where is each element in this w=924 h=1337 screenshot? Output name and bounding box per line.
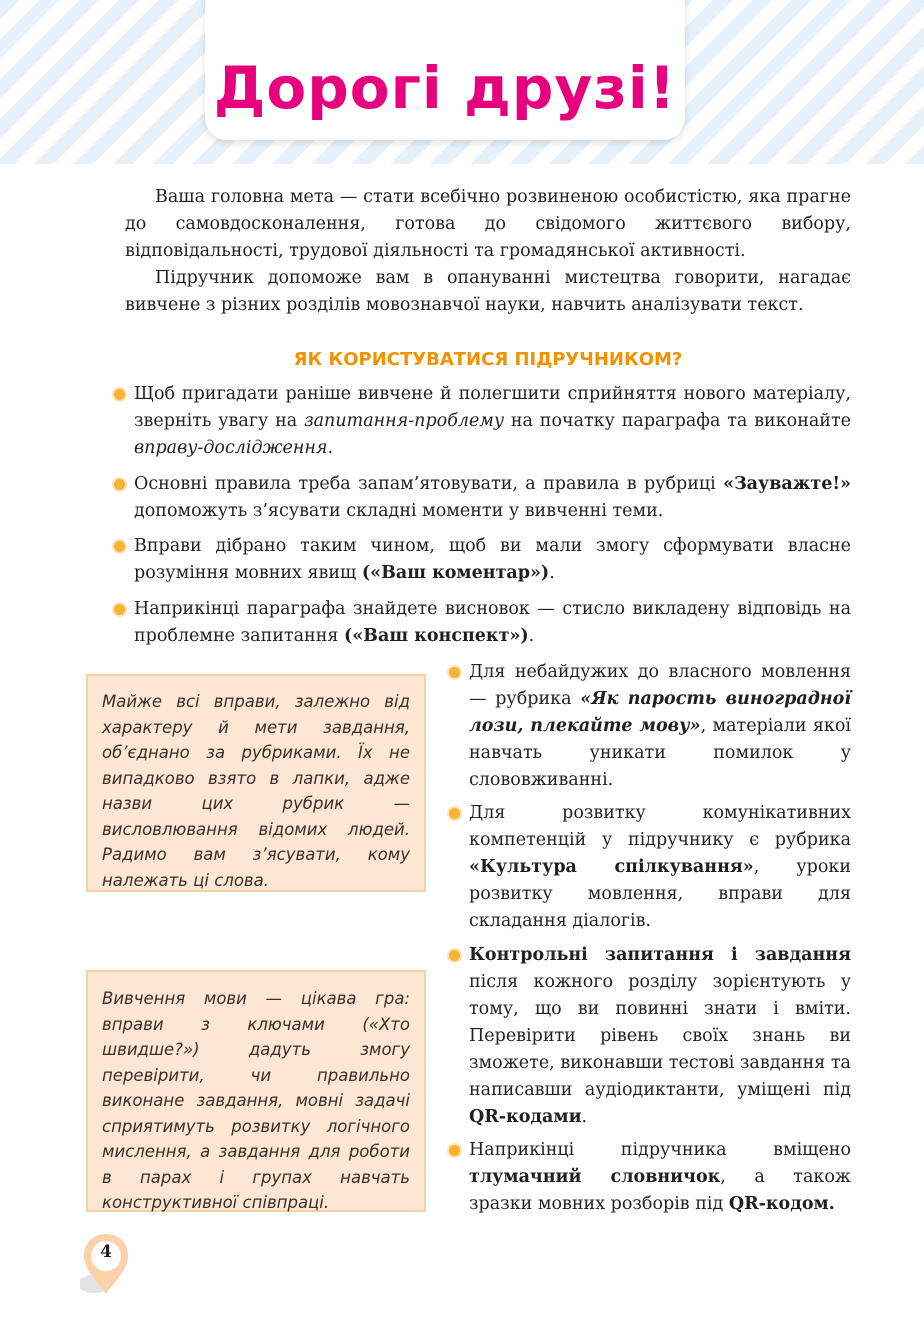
list-item: Щоб пригадати раніше вивчене й полегшити сприйняття нового матеріалу, зверніть увагу на запитання-проблему на початку параграфа та виконайте вправу-дослідження. — [134, 381, 851, 462]
bullet-icon — [449, 1145, 460, 1156]
bullet-icon — [449, 667, 460, 678]
list-item: Для розвитку комунікативних компетенцій у підручнику є рубрика «Культура спілкування», уроки розвитку мовлення, вправи для складання діалогів. — [469, 800, 851, 935]
bullet-icon — [114, 541, 125, 552]
list-item: Контрольні запитання і завдання після кожного розділу зорієнтують у тому, що ви повинні знати і вміти. Перевірити рівень своїх знань ви зможете, виконавши тестові завдання та написавши аудіодиктанти, уміщені під QR-кодами. — [469, 942, 851, 1131]
bullet-icon — [449, 808, 460, 819]
list-item: Для небайдужих до власного мовлення — рубрика «Як парость виноградної лози, плекайте мову», матеріали якої навчать уникати помилок у слововживанні. — [469, 659, 851, 794]
list-item: Наприкінці параграфа знайдете висновок — стисло викладену відповідь на проблемне запитання («Ваш конспект»). — [134, 596, 851, 650]
bullet-icon — [449, 950, 460, 961]
list-item: Вправи дібрано таким чином, щоб ви мали змогу сформувати власне розуміння мовних явищ («Ваш коментар»). — [134, 533, 851, 587]
section-heading: ЯК КОРИСТУВАТИСЯ ПІДРУЧНИКОМ? — [293, 349, 683, 370]
note-box-language-game: Вивчення мови — цікава гра: вправи з ключами («Хто швидше?») дадуть змогу перевірити, чи правильно виконане завдання, мовні задачі сприятимуть розвитку логічного мислення, а завдання для роботи в парах і групах навчать конструктивної співпраці. — [86, 970, 426, 1212]
bullet-icon — [114, 479, 125, 490]
list-item: Наприкінці підручника вміщено тлумачний словничок, а також зразки мовних розборів під QR-кодом. — [469, 1137, 851, 1218]
intro-paragraph-2: Підручник допоможе вам в опануванні мистецтва говорити, нагадає вивчене з різних розділів мовознавчої науки, навчить аналізувати текст. — [125, 268, 851, 315]
bullet-icon — [114, 389, 125, 400]
note-box-rubrics: Майже всі вправи, залежно від характеру й мети завдання, об’єднано за рубриками. Їх не випадково взято в лапки, адже назви цих рубрик — висловлювання відомих людей. Радимо вам з’ясувати, кому належать ці слова. — [86, 674, 426, 892]
page-badge-icon — [80, 1230, 132, 1300]
page-number: 4 — [100, 1242, 112, 1262]
list-item: Основні правила треба запам’ятовувати, а правила в рубриці «Зауважте!» допоможуть з’ясувати складні моменти у вивченні теми. — [134, 471, 851, 525]
page-title: Дорогі друзі! — [213, 54, 677, 122]
bullet-icon — [114, 604, 125, 615]
intro-paragraph-1: Ваша головна мета — стати всебічно розвиненою особистістю, яка прагне до самовдосконалення, готова до свідомого життєвого вибору, відповідальності, трудової діяльності та громадянської активності. — [125, 187, 851, 261]
